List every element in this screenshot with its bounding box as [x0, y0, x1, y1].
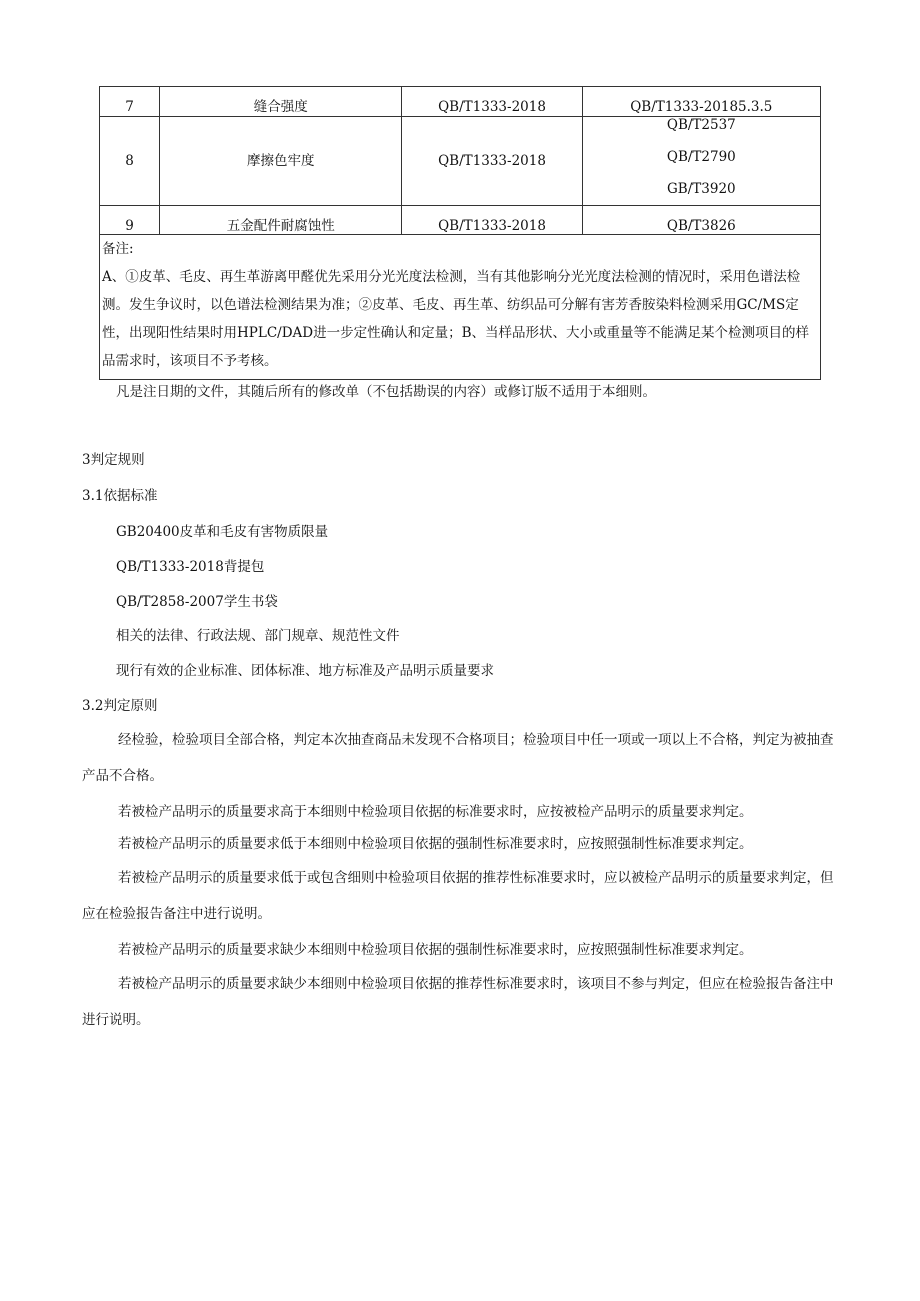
note-title: 备注: — [102, 241, 134, 257]
standard-list-item: 相关的法律、行政法规、部门规章、规范性文件 — [116, 628, 400, 644]
table-note — [100, 235, 821, 380]
test-item: 摩擦色牢度 — [160, 117, 402, 206]
rule-paragraph: 若被检产品明示的质量要求低于本细则中检验项目依据的强制性标准要求时，应按照强制性标准要求判定。 — [118, 836, 753, 852]
rule-paragraph: 若被检产品明示的质量要求低于或包含细则中检验项目依据的推荐性标准要求时，应以被检产品明示的质量要求判定，但应在检验报告备注中进行说明。 — [82, 870, 834, 922]
test-method: QB/T3826 — [582, 206, 820, 235]
section-3-2-heading: 3.2判定原则 — [82, 698, 158, 714]
table-row — [100, 87, 821, 117]
test-item: 缝合强度 — [160, 87, 402, 117]
row-number: 8 — [100, 117, 160, 206]
product-standard: QB/T1333-2018 — [402, 206, 582, 235]
rule-paragraph: 若被检产品明示的质量要求缺少本细则中检验项目依据的强制性标准要求时，应按照强制性标准要求判定。 — [118, 942, 753, 958]
table-row — [100, 206, 821, 235]
section-3-heading: 3判定规则 — [82, 452, 145, 468]
rule-paragraph: 若被检产品明示的质量要求缺少本细则中检验项目依据的推荐性标准要求时，该项目不参与判定，但应在检验报告备注中进行说明。 — [82, 976, 834, 1028]
standard-list-item: GB20400皮革和毛皮有害物质限量 — [116, 524, 329, 540]
rule-paragraph: 经检验，检验项目全部合格，判定本次抽查商品未发现不合格项目；检验项目中任一项或一项以上不合格，判定为被抽查产品不合格。 — [82, 732, 834, 784]
test-item: 五金配件耐腐蚀性 — [160, 206, 402, 235]
product-standard: QB/T1333-2018 — [402, 117, 582, 206]
after-table-note: 凡是注日期的文件，其随后所有的修改单（不包括勘误的内容）或修订版不适用于本细则。 — [116, 384, 656, 400]
row-number: 9 — [100, 206, 160, 235]
test-method: QB/T1333-20185.3.5 — [582, 87, 820, 117]
section-3-1-heading: 3.1依据标准 — [82, 488, 158, 504]
standard-list-item: 现行有效的企业标准、团体标准、地方标准及产品明示质量要求 — [116, 663, 494, 679]
standard-list-item: QB/T2858-2007学生书袋 — [116, 594, 278, 610]
rule-paragraph: 若被检产品明示的质量要求高于本细则中检验项目依据的标准要求时，应按被检产品明示的质量要求判定。 — [118, 804, 753, 820]
method-line: QB/T2537 — [666, 117, 736, 133]
table-note-row — [100, 235, 821, 380]
note-body: A、①皮革、毛皮、再生革游离甲醛优先采用分光光度法检测，当有其他影响分光光度法检测的情况时，采用色谱法检测。发生争议时，以色谱法检测结果为准；②皮革、毛皮、再生革、纺织品可分解有害芳香胺染料检测采用GC/MS定性，出现阳性结果时用HPLC/DAD进一步定性确认和定量；B、当样品形状、大小或重量等不能满足某个检测项目的样品需求时，该项目不予考核。 — [102, 269, 810, 369]
test-method — [582, 117, 820, 206]
table-row — [100, 117, 821, 206]
product-standard: QB/T1333-2018 — [402, 87, 582, 117]
row-number: 7 — [100, 87, 160, 117]
standard-list-item: QB/T1333-2018背提包 — [116, 559, 265, 575]
standards-table — [99, 86, 821, 380]
method-line: QB/T2790 — [666, 148, 736, 165]
method-line: GB/T3920 — [667, 180, 736, 197]
